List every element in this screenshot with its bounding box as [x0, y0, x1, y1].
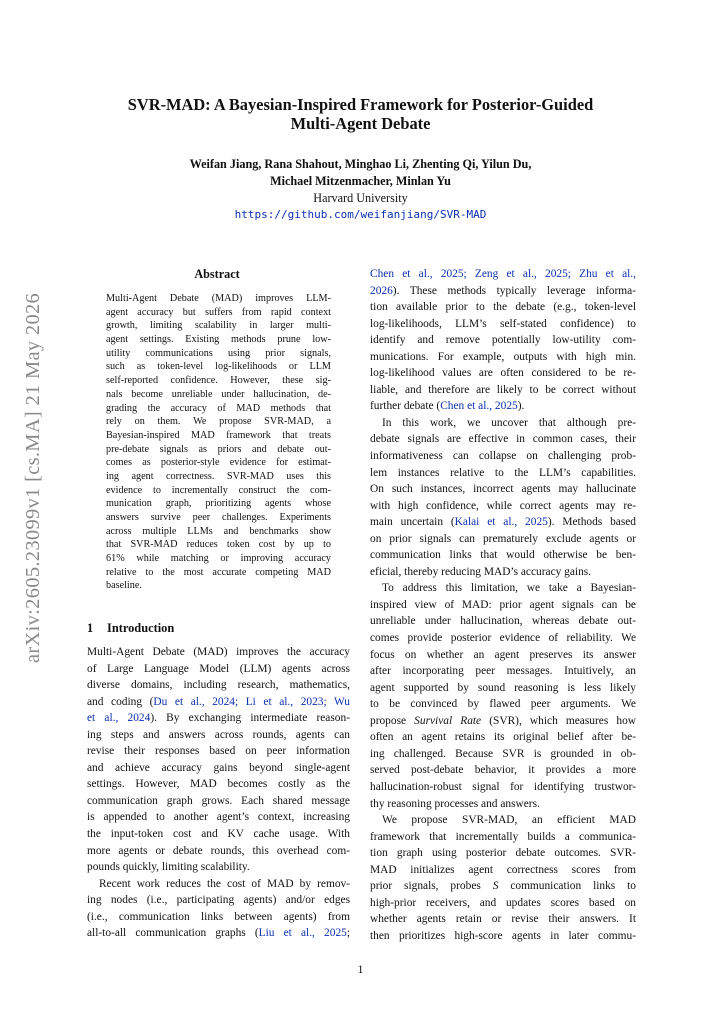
line-text: propose: [370, 714, 415, 727]
abstract-line: such as token-level log-likelihoods or LLM: [106, 361, 331, 373]
body-text-line: to be convinced by flawed peer arguments. We: [370, 698, 636, 711]
body-text-line: settings. However, MAD becomes costly as the: [87, 778, 350, 791]
abstract-line: nals become unreliable under hallucination, de-: [106, 388, 331, 400]
body-text-line: ing steps and answers across rounds, agents can: [87, 728, 350, 741]
line-text: further debate (: [370, 400, 441, 413]
body-text-line: served post-debate behavior, it provides a more: [370, 764, 636, 777]
body-text-line: communication graph grows. Each shared message: [87, 794, 350, 807]
body-text-line: pounds quickly, limiting scalability.: [87, 861, 250, 874]
abstract-line: evidence to incrementally construct the com-: [106, 484, 331, 496]
abstract-line: rely on them. We propose SVR-MAD, a: [106, 416, 331, 428]
line-text: communication links to: [498, 880, 636, 893]
body-text-line: MAD initializes agent correctness scores from: [370, 863, 636, 876]
emphasized-term: Survival Rate: [414, 714, 482, 727]
body-text-line: [87, 694, 350, 711]
abstract-line: across multiple LLMs and benchmarks show: [106, 525, 331, 537]
abstract-line: ing agent correctness. SVR-MAD uses this: [106, 470, 331, 482]
author-list: [60, 156, 661, 190]
body-text-line: framework that incrementally builds a communica-: [370, 830, 636, 843]
body-text-line: Multi-Agent Debate (MAD) improves the accuracy: [87, 646, 350, 658]
citation-link[interactable]: Chen et al., 2025; Zeng et al., 2025; Zhu et al.,: [370, 268, 636, 280]
body-text-line: [87, 925, 350, 942]
body-text-line: We propose SVR-MAD, an efficient MAD: [382, 814, 636, 827]
abstract-line: Multi-Agent Debate (MAD) improves LLM-: [106, 293, 331, 304]
body-text-line: unreliable under hallucination, whereas debate out-: [370, 615, 636, 628]
abstract-line: baseline.: [106, 580, 142, 592]
abstract-line: 61% while matching or improving accuracy: [106, 553, 331, 565]
body-text-line: Recent work reduces the cost of MAD by remov-: [99, 877, 350, 890]
body-text-line: revise their responses based on peer information: [87, 745, 350, 758]
body-text-line: To address this limitation, we take a Bayesian-: [382, 582, 636, 595]
abstract-body: [106, 292, 331, 593]
paper-title: [60, 95, 661, 133]
abstract-line: utility communications using prior signals,: [106, 347, 331, 359]
line-text: (SVR), which measures how: [481, 714, 636, 727]
body-text-line: [370, 878, 636, 895]
body-text-line: inspired view of MAD: prior agent signals can be: [370, 598, 636, 611]
section-heading-introduction: [87, 620, 174, 636]
abstract-line: agent accuracy but suffers from rapid context: [106, 306, 331, 318]
body-text-line: on prior signals can prematurely exclude agents or: [370, 532, 636, 545]
body-text-line: ing nodes (i.e., participating agents) and/or edges: [87, 894, 350, 907]
body-text-line: high-prior receivers, and updates scores based on: [370, 896, 636, 909]
citation-link[interactable]: Kalai et al., 2025: [454, 516, 548, 529]
body-text-line: log-likelihood values are often considered to be re-: [370, 367, 636, 380]
body-text-line: tion graph using posterior debate outcomes. SVR-: [370, 847, 636, 860]
line-text: and coding (: [87, 695, 154, 708]
body-text-line: identify and remove potentially low-utility com-: [370, 334, 636, 347]
affiliation: Harvard University: [313, 191, 408, 205]
body-text-line: (i.e., communication links between agents) from: [87, 910, 350, 923]
citation-link[interactable]: Du et al., 2024; Li et al., 2023; Wu: [153, 695, 351, 708]
authors-line: Michael Mitzenmacher, Minlan Yu: [270, 174, 451, 188]
body-text-line: and achieve accuracy gains beyond single-agent: [87, 761, 350, 774]
body-text-line: whether agents retain or revise their answers. It: [370, 913, 636, 926]
body-text-line: of Large Language Model (LLM) agents across: [87, 662, 350, 675]
body-text-line: informativeness can collapse on challenging prob-: [370, 450, 636, 463]
abstract-line: comes as posterior-style evidence for estimat-: [106, 457, 331, 469]
body-text-line: [370, 398, 636, 415]
body-text-line: then prioritizes high-score agents in later commu-: [370, 929, 636, 942]
body-text-line: tion available prior to the debate (e.g., token-level: [370, 301, 636, 314]
abstract-line: pre-debate signals as priors and debate out-: [106, 443, 331, 455]
line-text: prior signals, probes: [370, 880, 493, 893]
body-text-line: eficial, thereby reducing MAD’s accuracy gains.: [370, 565, 592, 578]
abstract-line: answers survive peer challenges. Experiments: [106, 512, 331, 523]
line-text: main uncertain (: [370, 516, 455, 529]
citation-link[interactable]: 2026: [370, 284, 393, 297]
abstract-heading: Abstract: [194, 267, 240, 281]
body-text-line: In this work, we uncover that although pre-: [382, 416, 636, 429]
body-text-line: diverse domains, including research, mathematics,: [87, 679, 350, 692]
emphasized-term: S: [492, 880, 499, 893]
citation-link[interactable]: Chen et al., 2025: [440, 400, 518, 413]
abstract-line: growth, limiting scalability in larger multi-: [106, 320, 331, 332]
introduction-right-column: [370, 266, 636, 944]
body-text-line: [370, 266, 636, 283]
body-text-line: after incorporating peer messages. Intuitively, an: [370, 665, 636, 678]
abstract-line: that SVR-MAD reduces token cost by up to: [106, 539, 331, 551]
body-text-line: communication links that would otherwise be ben-: [370, 549, 636, 562]
line-text: ).: [517, 400, 525, 413]
body-text-line: debate signals are effective in common cases, their: [370, 433, 636, 446]
body-text-line: On such instances, incorrect agents may hallucinate: [370, 483, 636, 496]
body-text-line: hallucination-robust signal for identifying trustwor-: [370, 780, 636, 793]
body-text-line: with high confidence, while correct agents may re-: [370, 499, 636, 512]
line-text: ). Methods based: [547, 516, 637, 529]
introduction-left-column: [87, 644, 350, 942]
body-text-line: [370, 713, 636, 730]
line-text: all-to-all communication graphs (: [87, 927, 259, 940]
abstract-line: self-reported confidence. However, these sig-: [106, 375, 331, 387]
body-text-line: [370, 283, 636, 300]
section-title: Introduction: [107, 621, 175, 635]
body-text-line: more agents or debate rounds, this overhead com-: [87, 844, 350, 857]
body-text-line: often an agent retains its original belief after be-: [370, 731, 636, 744]
citation-link[interactable]: Liu et al., 2025: [258, 927, 347, 940]
body-text-line: comes provide posterior evidence of reliability. We: [370, 632, 636, 645]
body-text-line: focus on whether an agent preserves its answer: [370, 648, 636, 661]
abstract-line: agent settings. Existing methods prune low-: [106, 334, 331, 346]
repository-link[interactable]: https://github.com/weifanjiang/SVR-MAD: [234, 208, 487, 221]
page-number: 1: [357, 962, 364, 976]
section-number: 1: [87, 621, 94, 635]
line-text: ). These methods typically leverage informa-: [392, 284, 636, 297]
title-line: SVR-MAD: A Bayesian-Inspired Framework for Posterior-Guided: [127, 95, 594, 114]
arxiv-identifier-stamp: arXiv:2605.23099v1 [cs.MA] 21 May 2026: [22, 292, 44, 663]
body-text-line: [87, 710, 350, 727]
line-text: ;: [346, 927, 351, 940]
line-text: ). By exchanging intermediate reason-: [150, 712, 350, 725]
abstract-line: grading the accuracy of MAD methods that: [106, 402, 331, 414]
body-text-line: munications. For example, outputs with high min.: [370, 350, 636, 363]
abstract-line: munication graph, prioritizing agents whose: [106, 498, 331, 510]
body-text-line: ing challenged. Because SVR is grounded in ob-: [370, 747, 636, 760]
abstract-line: relative to the most accurate competing MAD: [106, 566, 331, 578]
title-line: Multi-Agent Debate: [290, 114, 431, 133]
body-text-line: lem instances relative to the LLM’s capabilities.: [370, 466, 636, 479]
body-text-line: log-likelihoods, LLM’s self-stated confidence) to: [370, 317, 636, 330]
body-text-line: [370, 514, 636, 531]
body-text-line: is appended to another agent’s context, increasing: [87, 811, 350, 824]
authors-line: Weifan Jiang, Rana Shahout, Minghao Li, Zhenting Qi, Yilun Du,: [189, 157, 532, 171]
citation-link[interactable]: et al., 2024: [87, 712, 151, 725]
body-text-line: agent supported by sound reasoning is less likely: [370, 681, 636, 694]
body-text-line: liable, and therefore are likely to be correct without: [370, 383, 636, 396]
body-text-line: the input-token cost and KV cache usage. With: [87, 828, 350, 841]
body-text-line: thy reasoning processes and answers.: [370, 797, 540, 810]
abstract-line: Bayesian-inspired MAD framework that treats: [106, 429, 331, 441]
